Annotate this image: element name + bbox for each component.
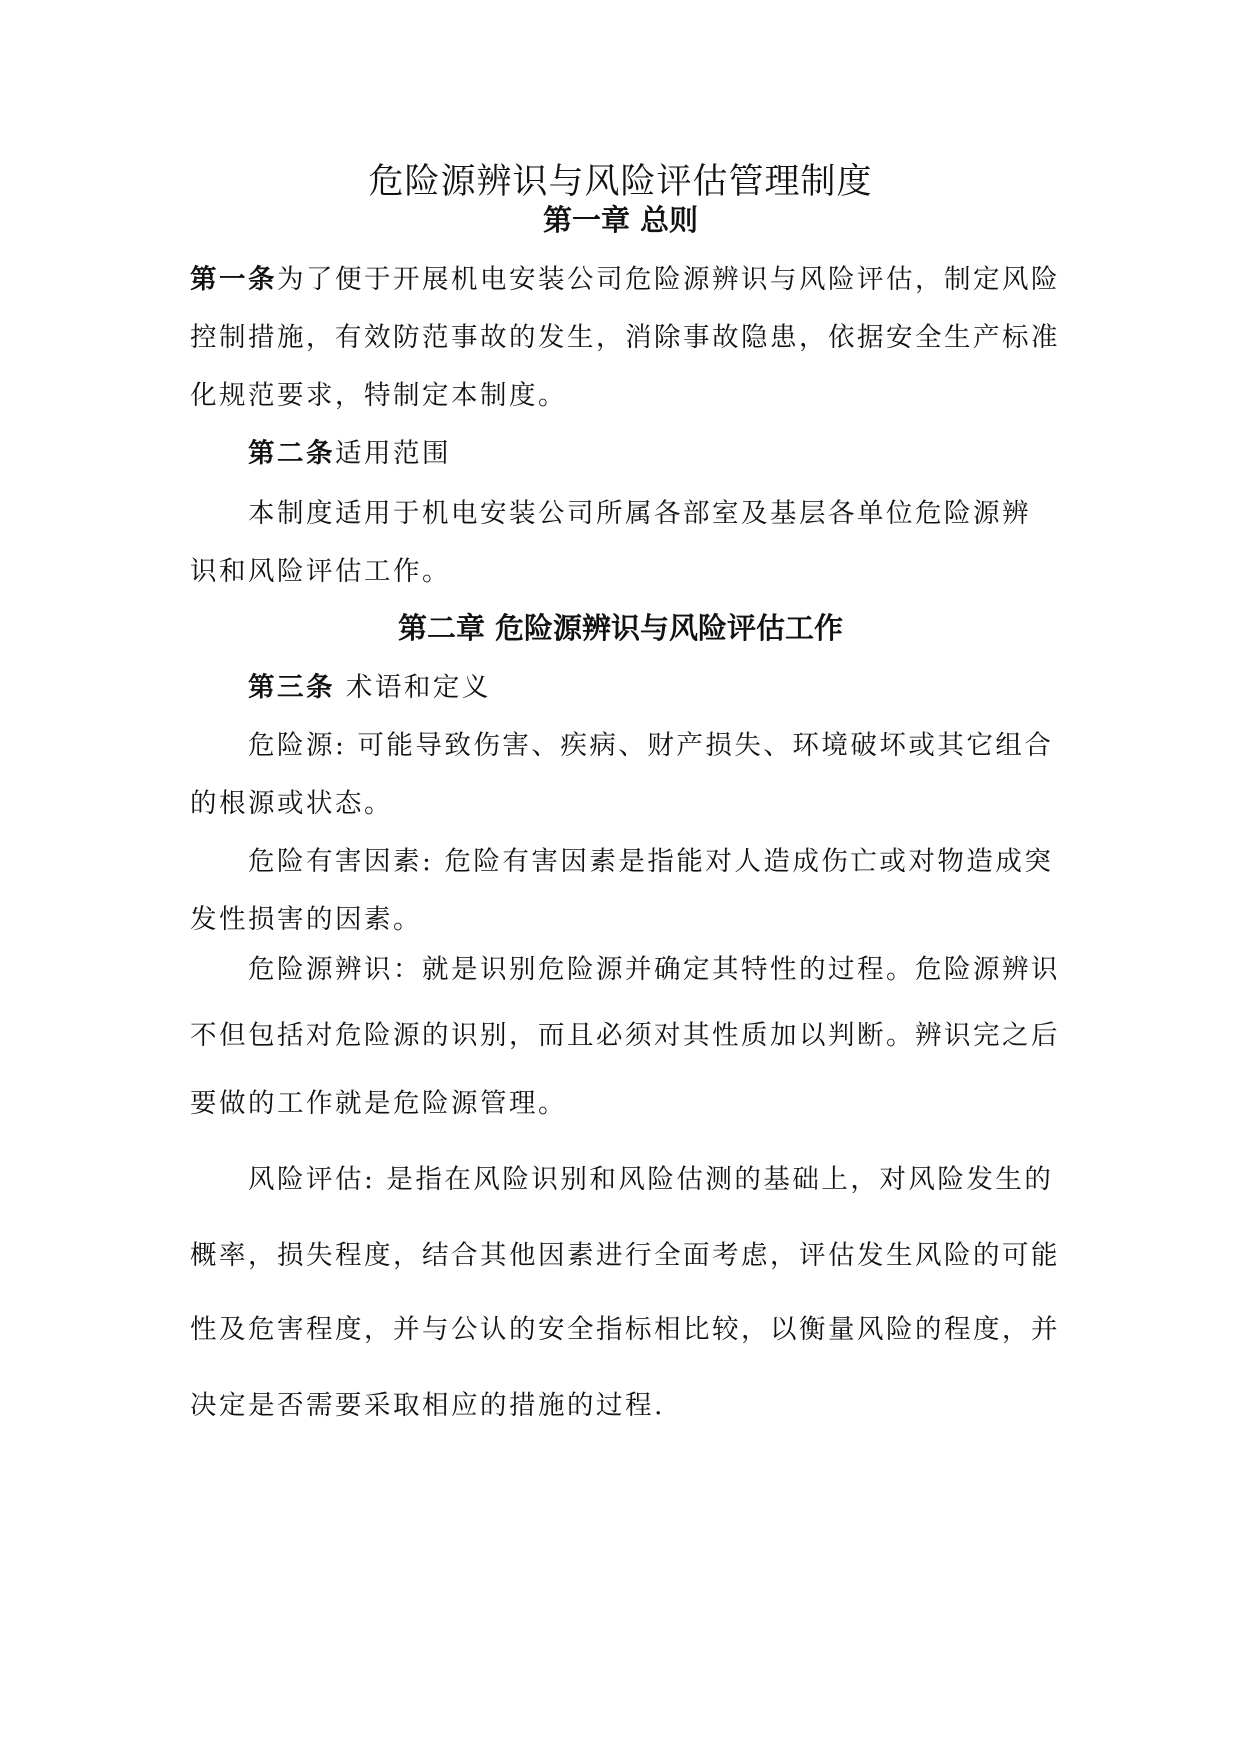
definition-identification-line-2: 不但包括对危险源的识别，而且必须对其性质加以判断。辨识完之后 [190, 1020, 1060, 1051]
definition-assessment-line-1: 风险评估: 是指在风险识别和风险估测的基础上，对风险发生的 [248, 1164, 1054, 1195]
definition-factor-line-1: 危险有害因素: 危险有害因素是指能对人造成伤亡或对物造成突 [248, 846, 1054, 877]
scope-line-1: 本制度适用于机电安装公司所属各部室及基层各单位危险源辨 [248, 498, 1031, 529]
article-1-label: 第一条 [190, 264, 277, 295]
definition-hazard-line-2: 的根源或状态。 [190, 788, 393, 819]
article-2-line [248, 434, 1070, 474]
article-1-line-3: 化规范要求，特制定本制度。 [190, 380, 567, 411]
definition-identification-line-1: 危险源辨识：就是识别危险源并确定其特性的过程。危险源辨识 [248, 954, 1060, 985]
chapter-1-heading: 第一章 总则 [542, 203, 699, 237]
article-3-line [248, 668, 1070, 708]
definition-assessment-line-3: 性及危害程度，并与公认的安全指标相比较，以衡量风险的程度，并 [190, 1314, 1060, 1345]
document-title: 危险源辨识与风险评估管理制度 [368, 162, 873, 202]
definition-identification-line-3: 要做的工作就是危险源管理。 [190, 1088, 567, 1119]
definition-assessment-line-2: 概率，损失程度，结合其他因素进行全面考虑，评估发生风险的可能 [190, 1240, 1060, 1271]
article-2-label: 第二条 [248, 438, 335, 469]
chapter-2-heading: 第二章 危险源辨识与风险评估工作 [397, 611, 844, 645]
article-3-label: 第三条 [248, 672, 335, 703]
article-3-title: 术语和定义 [335, 672, 491, 703]
definition-hazard-line-1: 危险源: 可能导致伤害、疾病、财产损失、环境破坏或其它组合 [248, 730, 1054, 761]
article-1-line-1 [190, 260, 1070, 300]
definition-assessment-line-4: 决定是否需要采取相应的措施的过程. [190, 1390, 665, 1421]
article-2-title: 适用范围 [335, 438, 451, 469]
article-1-text: 为了便于开展机电安装公司危险源辨识与风险评估，制定风险 [277, 264, 1060, 295]
article-1-line-2: 控制措施，有效防范事故的发生，消除事故隐患，依据安全生产标准 [190, 322, 1060, 353]
definition-factor-line-2: 发性损害的因素。 [190, 904, 422, 935]
scope-line-2: 识和风险评估工作。 [190, 556, 451, 587]
